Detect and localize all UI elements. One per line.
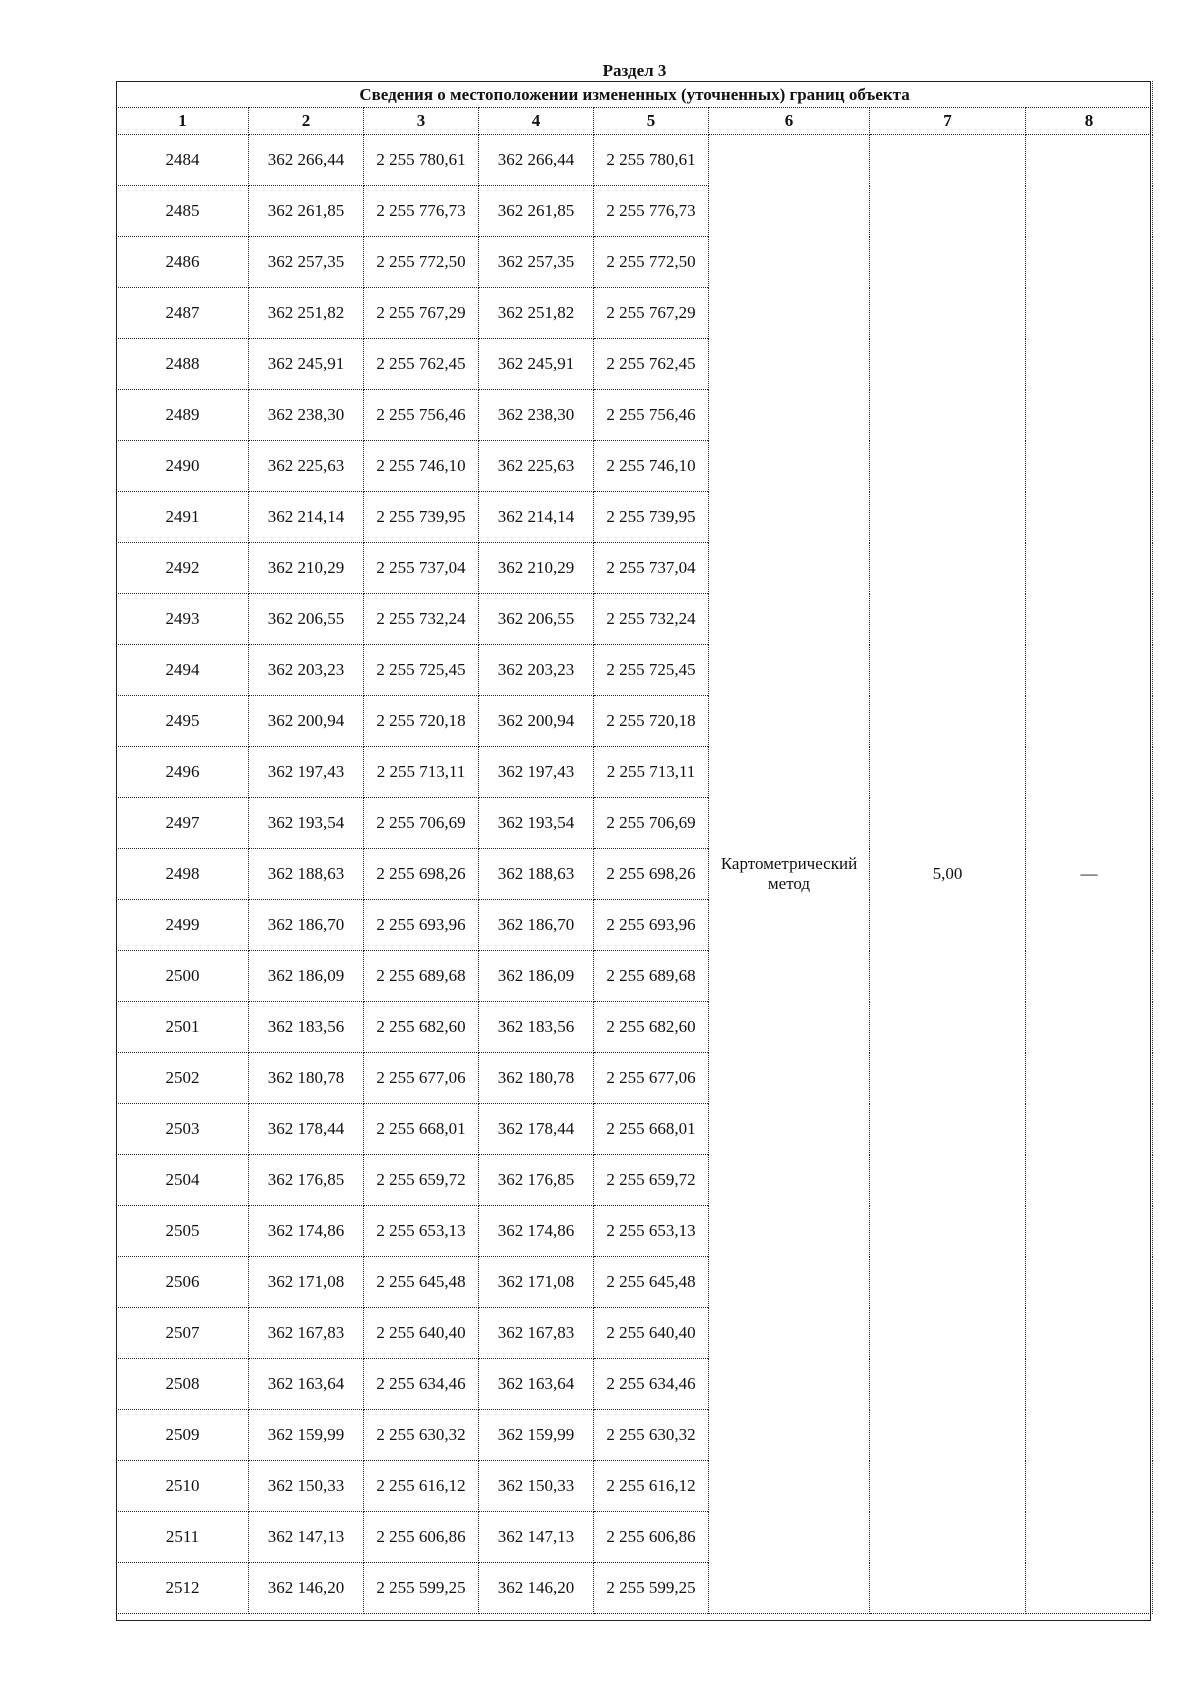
y-old-cell: 2 255 706,69 [364, 798, 479, 849]
point-number-cell: 2512 [117, 1563, 249, 1614]
point-number-cell: 2492 [117, 543, 249, 594]
point-number-cell: 2500 [117, 951, 249, 1002]
x-new-cell: 362 174,86 [479, 1206, 594, 1257]
x-new-cell: 362 186,70 [479, 900, 594, 951]
x-new-cell: 362 214,14 [479, 492, 594, 543]
y-old-cell: 2 255 780,61 [364, 135, 479, 186]
y-new-cell: 2 255 767,29 [594, 288, 709, 339]
y-new-cell: 2 255 720,18 [594, 696, 709, 747]
y-new-cell: 2 255 713,11 [594, 747, 709, 798]
y-old-cell: 2 255 739,95 [364, 492, 479, 543]
x-old-cell: 362 186,70 [249, 900, 364, 951]
x-new-cell: 362 203,23 [479, 645, 594, 696]
x-old-cell: 362 146,20 [249, 1563, 364, 1614]
x-new-cell: 362 178,44 [479, 1104, 594, 1155]
point-number-cell: 2490 [117, 441, 249, 492]
x-old-cell: 362 188,63 [249, 849, 364, 900]
y-old-cell: 2 255 599,25 [364, 1563, 479, 1614]
x-old-cell: 362 203,23 [249, 645, 364, 696]
x-new-cell: 362 251,82 [479, 288, 594, 339]
x-new-cell: 362 180,78 [479, 1053, 594, 1104]
y-old-cell: 2 255 659,72 [364, 1155, 479, 1206]
point-number-cell: 2504 [117, 1155, 249, 1206]
x-old-cell: 362 193,54 [249, 798, 364, 849]
y-new-cell: 2 255 689,68 [594, 951, 709, 1002]
y-new-cell: 2 255 653,13 [594, 1206, 709, 1257]
x-new-cell: 362 186,09 [479, 951, 594, 1002]
column-number-3: 3 [364, 108, 479, 135]
x-new-cell: 362 188,63 [479, 849, 594, 900]
y-old-cell: 2 255 640,40 [364, 1308, 479, 1359]
y-new-cell: 2 255 706,69 [594, 798, 709, 849]
y-new-cell: 2 255 640,40 [594, 1308, 709, 1359]
y-new-cell: 2 255 698,26 [594, 849, 709, 900]
y-old-cell: 2 255 616,12 [364, 1461, 479, 1512]
x-old-cell: 362 174,86 [249, 1206, 364, 1257]
x-old-cell: 362 178,44 [249, 1104, 364, 1155]
x-new-cell: 362 197,43 [479, 747, 594, 798]
x-old-cell: 362 206,55 [249, 594, 364, 645]
y-old-cell: 2 255 762,45 [364, 339, 479, 390]
point-number-cell: 2507 [117, 1308, 249, 1359]
x-old-cell: 362 238,30 [249, 390, 364, 441]
y-new-cell: 2 255 616,12 [594, 1461, 709, 1512]
point-number-cell: 2495 [117, 696, 249, 747]
x-new-cell: 362 150,33 [479, 1461, 594, 1512]
x-old-cell: 362 183,56 [249, 1002, 364, 1053]
x-old-cell: 362 210,29 [249, 543, 364, 594]
x-new-cell: 362 193,54 [479, 798, 594, 849]
x-new-cell: 362 200,94 [479, 696, 594, 747]
x-old-cell: 362 245,91 [249, 339, 364, 390]
x-new-cell: 362 238,30 [479, 390, 594, 441]
point-number-cell: 2491 [117, 492, 249, 543]
x-new-cell: 362 257,35 [479, 237, 594, 288]
x-old-cell: 362 266,44 [249, 135, 364, 186]
x-old-cell: 362 171,08 [249, 1257, 364, 1308]
point-number-cell: 2493 [117, 594, 249, 645]
x-new-cell: 362 183,56 [479, 1002, 594, 1053]
x-old-cell: 362 163,64 [249, 1359, 364, 1410]
y-new-cell: 2 255 645,48 [594, 1257, 709, 1308]
accuracy-cell: 5,00 [870, 135, 1026, 1614]
point-number-cell: 2485 [117, 186, 249, 237]
point-number-cell: 2496 [117, 747, 249, 798]
x-old-cell: 362 167,83 [249, 1308, 364, 1359]
y-new-cell: 2 255 737,04 [594, 543, 709, 594]
column-number-1: 1 [117, 108, 249, 135]
point-number-cell: 2487 [117, 288, 249, 339]
x-new-cell: 362 266,44 [479, 135, 594, 186]
point-number-cell: 2506 [117, 1257, 249, 1308]
y-old-cell: 2 255 677,06 [364, 1053, 479, 1104]
y-new-cell: 2 255 668,01 [594, 1104, 709, 1155]
x-old-cell: 362 214,14 [249, 492, 364, 543]
y-old-cell: 2 255 725,45 [364, 645, 479, 696]
point-number-cell: 2510 [117, 1461, 249, 1512]
column-number-5: 5 [594, 108, 709, 135]
x-old-cell: 362 150,33 [249, 1461, 364, 1512]
table-body [117, 135, 1153, 1614]
point-number-cell: 2503 [117, 1104, 249, 1155]
y-old-cell: 2 255 682,60 [364, 1002, 479, 1053]
x-new-cell: 362 225,63 [479, 441, 594, 492]
x-new-cell: 362 171,08 [479, 1257, 594, 1308]
point-number-cell: 2488 [117, 339, 249, 390]
x-old-cell: 362 257,35 [249, 237, 364, 288]
column-number-row [117, 108, 1153, 135]
y-new-cell: 2 255 630,32 [594, 1410, 709, 1461]
y-new-cell: 2 255 659,72 [594, 1155, 709, 1206]
x-old-cell: 362 197,43 [249, 747, 364, 798]
y-old-cell: 2 255 713,11 [364, 747, 479, 798]
column-number-2: 2 [249, 108, 364, 135]
point-number-cell: 2501 [117, 1002, 249, 1053]
y-new-cell: 2 255 776,73 [594, 186, 709, 237]
y-new-cell: 2 255 732,24 [594, 594, 709, 645]
x-old-cell: 362 251,82 [249, 288, 364, 339]
point-number-cell: 2509 [117, 1410, 249, 1461]
x-old-cell: 362 261,85 [249, 186, 364, 237]
x-old-cell: 362 225,63 [249, 441, 364, 492]
y-old-cell: 2 255 689,68 [364, 951, 479, 1002]
point-number-cell: 2511 [117, 1512, 249, 1563]
y-old-cell: 2 255 776,73 [364, 186, 479, 237]
x-old-cell: 362 159,99 [249, 1410, 364, 1461]
y-old-cell: 2 255 756,46 [364, 390, 479, 441]
method-cell: Картометрический метод [709, 135, 870, 1614]
y-new-cell: 2 255 780,61 [594, 135, 709, 186]
point-number-cell: 2498 [117, 849, 249, 900]
x-new-cell: 362 176,85 [479, 1155, 594, 1206]
y-old-cell: 2 255 767,29 [364, 288, 479, 339]
y-old-cell: 2 255 693,96 [364, 900, 479, 951]
x-old-cell: 362 176,85 [249, 1155, 364, 1206]
boundary-coordinates-table [116, 81, 1153, 1614]
y-new-cell: 2 255 725,45 [594, 645, 709, 696]
section-label: Раздел 3 [602, 61, 667, 80]
point-number-cell: 2502 [117, 1053, 249, 1104]
x-new-cell: 362 245,91 [479, 339, 594, 390]
y-old-cell: 2 255 606,86 [364, 1512, 479, 1563]
x-new-cell: 362 159,99 [479, 1410, 594, 1461]
point-number-cell: 2505 [117, 1206, 249, 1257]
x-new-cell: 362 167,83 [479, 1308, 594, 1359]
y-new-cell: 2 255 634,46 [594, 1359, 709, 1410]
table-caption: Сведения о местоположении измененных (уточненных) границ объекта [117, 82, 1153, 108]
point-number-cell: 2486 [117, 237, 249, 288]
point-number-cell: 2484 [117, 135, 249, 186]
y-old-cell: 2 255 737,04 [364, 543, 479, 594]
x-new-cell: 362 147,13 [479, 1512, 594, 1563]
x-old-cell: 362 200,94 [249, 696, 364, 747]
y-old-cell: 2 255 698,26 [364, 849, 479, 900]
column-number-4: 4 [479, 108, 594, 135]
y-new-cell: 2 255 739,95 [594, 492, 709, 543]
y-old-cell: 2 255 645,48 [364, 1257, 479, 1308]
point-number-cell: 2489 [117, 390, 249, 441]
y-new-cell: 2 255 772,50 [594, 237, 709, 288]
y-new-cell: 2 255 756,46 [594, 390, 709, 441]
y-old-cell: 2 255 630,32 [364, 1410, 479, 1461]
y-new-cell: 2 255 606,86 [594, 1512, 709, 1563]
point-number-cell: 2497 [117, 798, 249, 849]
y-old-cell: 2 255 720,18 [364, 696, 479, 747]
y-old-cell: 2 255 732,24 [364, 594, 479, 645]
point-number-cell: 2508 [117, 1359, 249, 1410]
x-new-cell: 362 146,20 [479, 1563, 594, 1614]
x-new-cell: 362 210,29 [479, 543, 594, 594]
y-new-cell: 2 255 682,60 [594, 1002, 709, 1053]
column-number-7: 7 [870, 108, 1026, 135]
point-number-cell: 2499 [117, 900, 249, 951]
y-new-cell: 2 255 746,10 [594, 441, 709, 492]
column-number-8: 8 [1026, 108, 1153, 135]
x-new-cell: 362 163,64 [479, 1359, 594, 1410]
y-new-cell: 2 255 693,96 [594, 900, 709, 951]
y-old-cell: 2 255 668,01 [364, 1104, 479, 1155]
x-old-cell: 362 186,09 [249, 951, 364, 1002]
description-cell: — [1026, 135, 1153, 1614]
y-old-cell: 2 255 634,46 [364, 1359, 479, 1410]
y-new-cell: 2 255 762,45 [594, 339, 709, 390]
y-new-cell: 2 255 599,25 [594, 1563, 709, 1614]
column-number-6: 6 [709, 108, 870, 135]
x-new-cell: 362 261,85 [479, 186, 594, 237]
x-old-cell: 362 147,13 [249, 1512, 364, 1563]
y-old-cell: 2 255 772,50 [364, 237, 479, 288]
y-old-cell: 2 255 653,13 [364, 1206, 479, 1257]
y-new-cell: 2 255 677,06 [594, 1053, 709, 1104]
point-number-cell: 2494 [117, 645, 249, 696]
x-old-cell: 362 180,78 [249, 1053, 364, 1104]
table-row [117, 135, 1153, 186]
x-new-cell: 362 206,55 [479, 594, 594, 645]
y-old-cell: 2 255 746,10 [364, 441, 479, 492]
